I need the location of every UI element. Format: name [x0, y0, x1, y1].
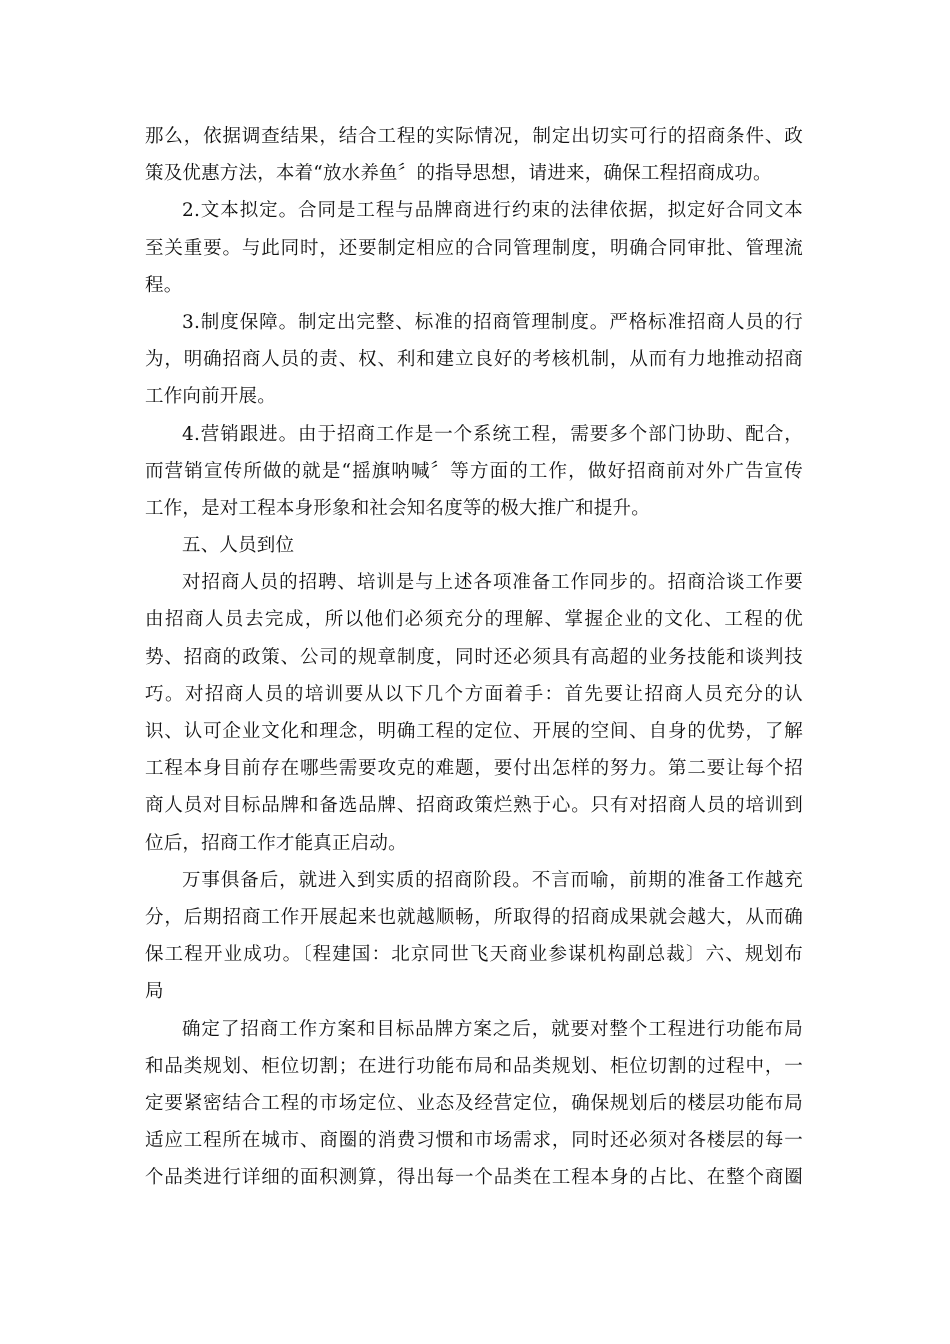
text-line: 巧。对招商人员的培训要从以下几个方面着手：首先要让招商人员充分的认 [145, 683, 803, 705]
text-line: 对招商人员的招聘、培训是与上述各项准备工作同步的。招商洽谈工作要 [182, 572, 803, 594]
text-line: 个品类进行详细的面积测算，得出每一个品类在工程本身的占比、在整个商圈 [145, 1167, 803, 1189]
text-line: 势、招商的政策、公司的规章制度，同时还必须具有高超的业务技能和谈判技 [145, 646, 803, 668]
text-line: 为，明确招商人员的责、权、利和建立良好的考核机制，从而有力地推动招商 [145, 349, 803, 371]
text-line: 由招商人员去完成，所以他们必须充分的理解、掌握企业的文化、工程的优 [145, 609, 803, 631]
text-line: 适应工程所在城市、商圈的消费习惯和市场需求，同时还必须对各楼层的每一 [145, 1130, 803, 1152]
text-line: 和品类规划、柜位切割；在进行功能布局和品类规划、柜位切割的过程中，一 [145, 1055, 803, 1077]
text-line: 万事俱备后，就进入到实质的招商阶段。不言而喻，前期的准备工作越充 [182, 869, 803, 891]
text-line: 工作向前开展。 [145, 386, 276, 408]
text-line: 定要紧密结合工程的市场定位、业态及经营定位，确保规划后的楼层功能布局 [145, 1092, 803, 1114]
text-line: 策及优惠方法，本着“放水养鱼〞的指导思想，请进来，确保工程招商成功。 [145, 163, 772, 185]
section-heading: 五、人员到位 [182, 535, 295, 557]
text-line: 位后，招商工作才能真正启动。 [145, 832, 407, 854]
text-line: 分，后期招商工作开展起来也就越顺畅，所取得的招商成果就会越大，从而确 [145, 906, 803, 928]
text-line: 确定了招商工作方案和目标品牌方案之后，就要对整个工程进行功能布局 [182, 1018, 803, 1040]
text-line: 4.营销跟进。由于招商工作是一个系统工程，需要多个部门协助、配合， [182, 423, 803, 445]
text-line: 保工程开业成功。〔程建国：北京同世飞天商业参谋机构副总裁〕六、规划布 [145, 944, 803, 966]
text-line: 至关重要。与此同时，还要制定相应的合同管理制度，明确合同审批、管理流 [145, 237, 803, 259]
text-line: 识、认可企业文化和理念，明确工程的定位、开展的空间、自身的优势，了解 [145, 721, 803, 742]
text-line: 2.文本拟定。合同是工程与品牌商进行约束的法律依据，拟定好合同文本 [182, 200, 803, 222]
text-line: 3.制度保障。制定出完整、标准的招商管理制度。严格标准招商人员的行 [182, 311, 803, 333]
document-body [145, 118, 803, 1196]
text-line: 那么，依据调查结果，结合工程的实际情况，制定出切实可行的招商条件、政 [145, 126, 803, 147]
text-line: 程。 [145, 274, 183, 296]
text-line: 商人员对目标品牌和备选品牌、招商政策烂熟于心。只有对招商人员的培训到 [145, 795, 803, 817]
text-line: 而营销宣传所做的就是“摇旗呐喊〞等方面的工作，做好招商前对外广告宣传 [145, 460, 803, 482]
text-line: 工作，是对工程本身形象和社会知名度等的极大推广和提升。 [145, 497, 650, 519]
text-line: 局 [145, 981, 164, 1003]
text-line: 工程本身目前存在哪些需要攻克的难题，要付出怎样的努力。第二要让每个招 [145, 758, 803, 780]
